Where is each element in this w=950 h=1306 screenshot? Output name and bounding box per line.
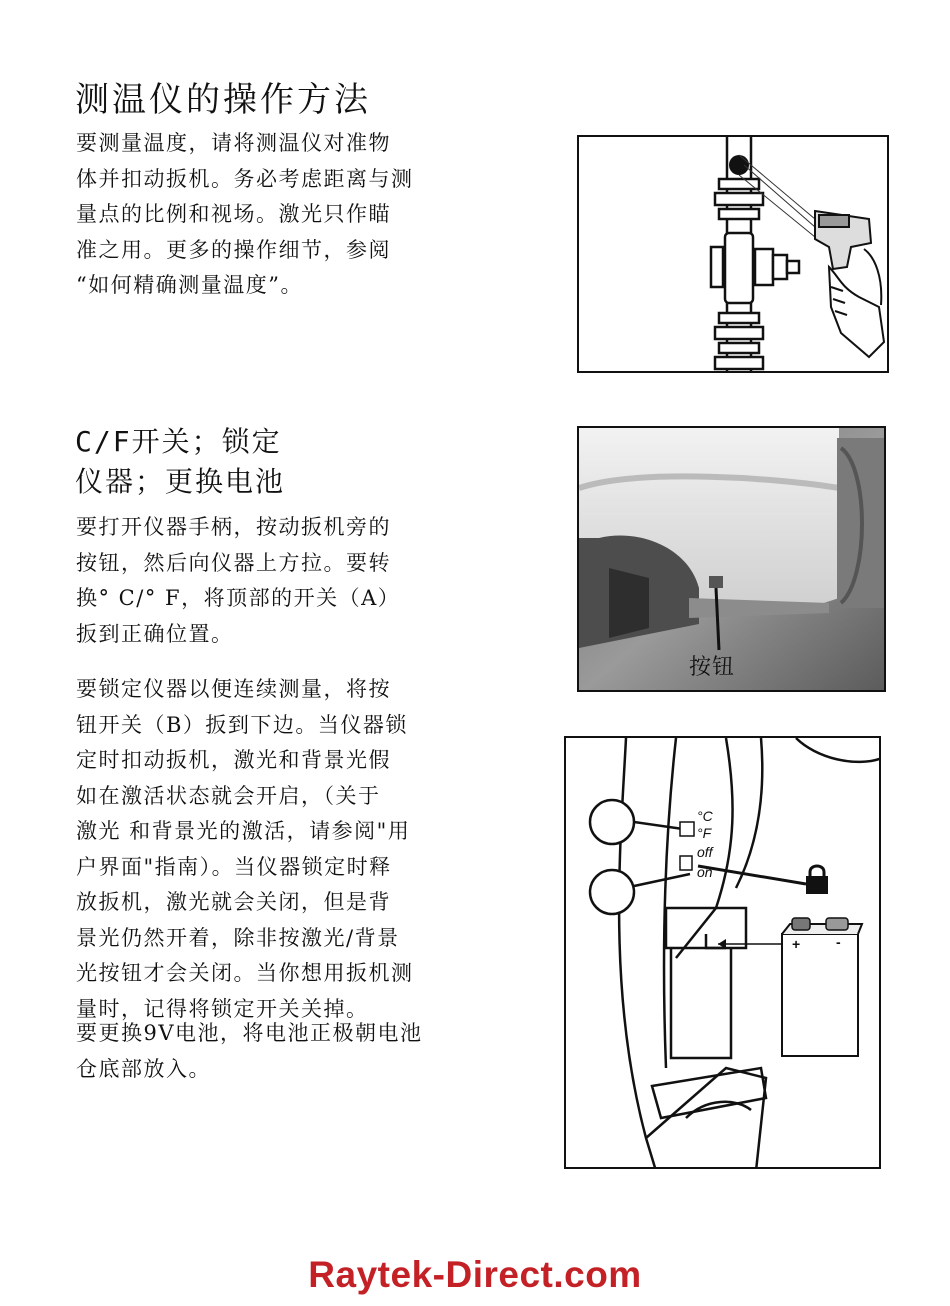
operation-line: 要测量温度，请将测温仪对准物: [76, 131, 391, 155]
open-handle-line: 换° C/° F，将顶部的开关（A）: [76, 586, 401, 610]
footer-brand: Raytek-Direct.com: [308, 1254, 642, 1295]
figure-switches-battery: [564, 736, 881, 1169]
button-label: 按钮: [689, 655, 736, 680]
switch-fahrenheit-label: °F: [697, 825, 712, 841]
lock-line: 如在激活状态就会开启，（关于: [76, 783, 381, 808]
aiming-illustration: [579, 137, 889, 373]
lock-paragraph: [76, 672, 414, 1027]
cf-switch: [680, 822, 694, 836]
lock-line: 光按钮才会关闭。当你想用扳机测: [76, 961, 414, 985]
switch-off-label: off: [697, 844, 713, 860]
lock-icon: [806, 876, 828, 894]
lock-line: 放扳机，激光就会关闭，但是背: [76, 890, 391, 914]
open-handle-line: 要打开仪器手柄，按动扳机旁的: [76, 515, 391, 539]
battery-line: 要更换9V电池，将电池正极朝电池: [76, 1021, 423, 1045]
switch-celsius-label: °C: [697, 808, 713, 824]
lock-line: 钮开关（B）扳到下边。当仪器锁: [76, 712, 408, 737]
figure-thermometer-aiming: [577, 135, 889, 373]
callout-b-circle: [590, 870, 634, 914]
cf-title-line: 仪器；更换电池: [75, 465, 286, 498]
lock-line: 定时扣动扳机，激光和背景光假: [76, 748, 391, 772]
open-handle-line: 扳到正确位置。: [76, 621, 234, 646]
lock-line: 量时，记得将锁定开关关掉。: [76, 996, 369, 1021]
battery-line: 仓底部放入。: [76, 1056, 211, 1081]
cf-title-line: C/F开关；锁定: [75, 425, 282, 458]
open-handle-paragraph: [76, 510, 400, 652]
operation-paragraph: [76, 126, 414, 304]
section-title-operation: 测温仪的操作方法: [75, 80, 371, 120]
lock-line: 要锁定仪器以便连续测量，将按: [76, 677, 391, 701]
battery-plus-label: +: [792, 936, 801, 952]
operation-line: “如何精确测量温度”。: [76, 273, 303, 297]
open-handle-line: 按钮，然后向仪器上方拉。要转: [76, 550, 391, 575]
lock-line: 景光仍然开着，除非按激光/背景: [76, 925, 400, 950]
operation-line: 准之用。更多的操作细节，参阅: [76, 237, 391, 262]
battery-paragraph: [76, 1016, 423, 1087]
operation-line: 体并扣动扳机。务必考虑距离与测: [76, 166, 414, 191]
lock-switch: [680, 856, 692, 870]
section-title-cf-switch: [75, 422, 285, 502]
operation-line: 量点的比例和视场。激光只作瞄: [76, 202, 391, 226]
battery-minus-label: -: [836, 934, 841, 950]
lock-line: 激光 和背景光的激活，请参阅"用: [76, 819, 411, 843]
switches-battery-illustration: [566, 738, 881, 1169]
figure-handle-button: [577, 426, 886, 692]
lock-line: 户界面"指南）。当仪器锁定时释: [76, 854, 392, 879]
switch-on-label: on: [697, 864, 713, 880]
callout-a-circle: [590, 800, 634, 844]
